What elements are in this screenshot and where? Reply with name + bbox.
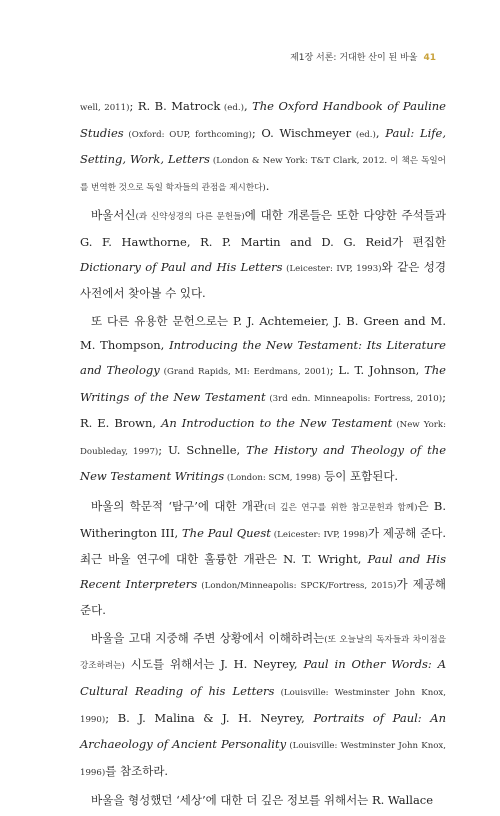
book-title: Paul: Life, Setting, Work, Letters (80, 125, 446, 167)
author-names: ; O. Wischmeyer (251, 125, 352, 140)
chapter-title: 제1장 서론: 거대한 산이 된 바울 (290, 53, 418, 63)
book-title: The History and Theology of the New Testament Writings (80, 442, 447, 484)
author-names: ; B. J. Malina & J. H. Neyrey, (105, 710, 314, 725)
paragraph-continued-bibliography (80, 94, 446, 200)
body-text-run: 를 참조하라. (105, 763, 169, 778)
paragraph-world-of-paul (80, 788, 446, 813)
body-text-run: 가 제공해 준다. 최근 바울 연구에 대한 훌륭한 개관은 N. T. Wright, (80, 525, 446, 567)
sentence-end: . (265, 178, 270, 193)
body-text-run: 또 다른 유용한 문헌으로는 P. J. Achtemeier, J. B. Green and M. M. Thompson, (80, 313, 446, 353)
author-names: ; R. E. Brown, (80, 389, 446, 431)
body-text-run: 바울을 형성했던 ‘세상’에 대한 더 깊은 정보를 위해서는 R. Wallace (91, 793, 434, 808)
separator: , (243, 99, 253, 113)
body-text-run: 바울서신 (91, 208, 136, 223)
book-title: Dictionary of Paul and His Letters (80, 259, 283, 274)
editor-note: (ed.) (351, 129, 376, 140)
body-text (80, 94, 446, 816)
book-title: Paul in Other Words: A Cultural Reading of his Letters (80, 657, 447, 699)
body-text-run: 에 대한 개론들은 또한 다양한 주석들과 G. F. Hawthorne, R. P. Martin and D. G. Reid가 편집한 (80, 208, 446, 249)
separator: , (375, 125, 386, 140)
citation-publication: (3rd edn. Minneapolis: Fortress, 2010) (265, 393, 443, 404)
book-title: Introducing the New Testament: Its Literature and Theology (80, 338, 446, 377)
citation-publication: (Leicester: IVP, 1993) (282, 263, 382, 274)
paragraph-quest-survey (80, 494, 446, 623)
citation-publication: (London & New York: T&T Clark, 2012. 이 책은 독일어를 번역한 것으로 독일 학자들의 관점을 제시한다) (80, 156, 446, 193)
body-text-run: 가 제공해 준다. (80, 576, 447, 618)
citation-publication: (New York: Doubleday, 1997) (80, 420, 447, 457)
body-text-run: 바울을 고대 지중해 주변 상황에서 이해하려는 (91, 630, 325, 645)
citation-publication: well, 2011) (80, 103, 130, 113)
citation-publication: (Louisville: Westminster John Knox, 1996) (80, 741, 446, 778)
body-text-run: 시도를 위해서는 J. H. Neyrey, (124, 657, 304, 672)
body-text-run: 바울의 학문적 ‘탐구’에 대한 개관 (91, 498, 265, 513)
book-title: An Introduction to the New Testament (161, 416, 393, 431)
citation-publication: (Louisville: Westminster John Knox, 1990) (80, 688, 446, 725)
paragraph-introductions (80, 203, 446, 305)
parenthetical-note: (더 깊은 연구를 위한 참고문헌과 함께) (264, 502, 418, 513)
book-title: The Oxford Handbook of Pauline Studies (80, 99, 446, 140)
author-names: ; U. Schnelle, (158, 442, 247, 457)
book-title: The Paul Quest (182, 525, 271, 540)
editor-note: (ed.) (220, 103, 244, 113)
author-names: ; R. B. Matrock (129, 99, 221, 113)
citation-publication: (Leicester: IVP, 1998) (270, 529, 368, 540)
book-title: The Writings of the New Testament (80, 362, 446, 404)
paragraph-useful-works (80, 309, 446, 491)
author-names: ; L. T. Johnson, (329, 362, 425, 377)
body-text-run: 은 B. Witherington III, (80, 498, 446, 540)
parenthetical-note: (또 오늘날의 독자들과 차이점을 강조하려는) (80, 634, 447, 672)
citation-publication: (Grand Rapids, MI: Eerdmans, 2001) (159, 366, 330, 377)
body-text-run: 와 같은 성경 사전에서 찾아볼 수 있다. (80, 259, 446, 301)
citation-publication: (London: SCM, 1998) (224, 473, 321, 484)
page-number: 41 (423, 53, 436, 63)
parenthetical-note: (과 신약성경의 다른 문헌들) (135, 212, 245, 223)
citation-publication: (London/Minneapolis: SPCK/Fortress, 2015) (197, 580, 397, 591)
book-title: Portraits of Paul: An Archaeology of Ancient Personality (80, 710, 447, 752)
running-head (290, 50, 436, 63)
citation-publication: (Oxford: OUP, forthcoming) (123, 129, 252, 140)
book-title: Paul and His Recent Interpreters (80, 552, 446, 591)
body-text-run: 등이 포함된다. (320, 469, 399, 484)
paragraph-mediterranean-context (80, 626, 446, 786)
